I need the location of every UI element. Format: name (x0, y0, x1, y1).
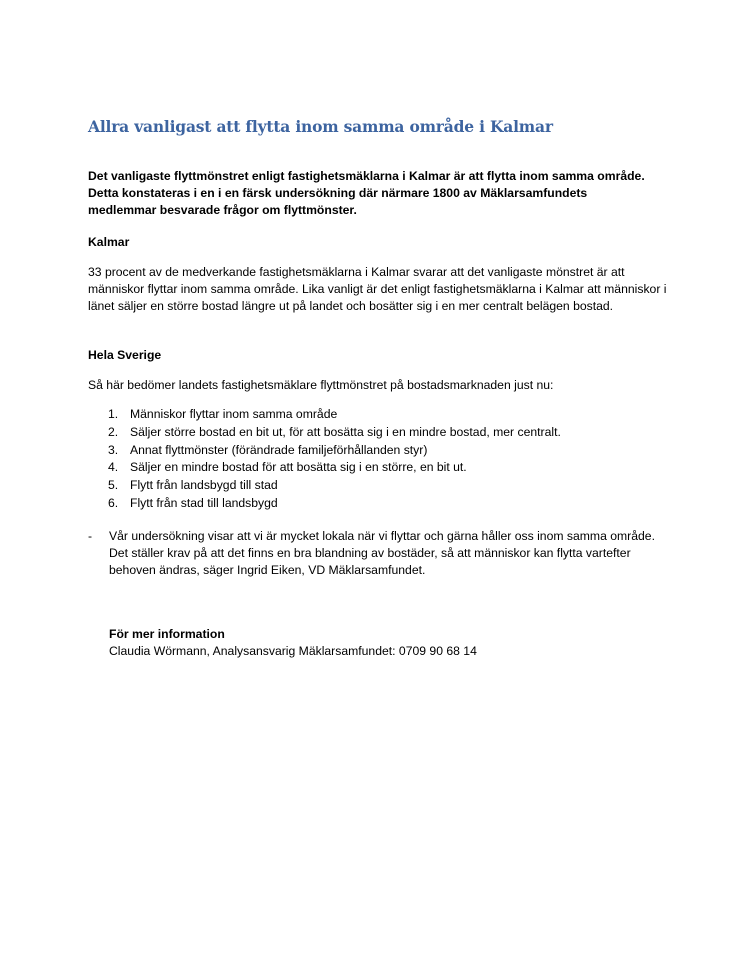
list-item (108, 477, 561, 495)
list-text: Flytt från landsbygd till stad (130, 478, 278, 493)
quote-dash: - (88, 529, 93, 543)
list-number: 3. (108, 442, 119, 457)
list-number: 6. (108, 495, 119, 510)
list-number: 2. (108, 424, 119, 439)
section-body-hela-sverige: Så här bedömer landets fastighetsmäklare flyttmönstret på bostadsmarknaden just nu: (88, 378, 554, 392)
ranking-list (108, 406, 561, 513)
list-item (108, 406, 561, 424)
list-item (108, 459, 561, 477)
section-heading-hela-sverige: Hela Sverige (88, 348, 162, 362)
list-item (108, 424, 561, 442)
quote-text: Vår undersökning visar att vi är mycket lokala när vi flyttar och gärna håller oss inom samma område. Det ställer krav på att det finns en bra blandning av bostäder, så att människor kan flytta vartefter behoven ändras, säger Ingrid Eiken, VD Mäklarsamfundet. (109, 529, 655, 577)
list-item (108, 495, 561, 513)
contact-heading: För mer information (109, 627, 225, 641)
section-heading-kalmar: Kalmar (88, 235, 130, 249)
contact-line: Claudia Wörmann, Analysansvarig Mäklarsamfundet: 0709 90 68 14 (109, 644, 477, 658)
list-text: Säljer större bostad en bit ut, för att bosätta sig i en mindre bostad, mer centralt. (130, 424, 561, 439)
list-text: Säljer en mindre bostad för att bosätta sig i en större, en bit ut. (130, 460, 467, 475)
lead-paragraph: Det vanligaste flyttmönstret enligt fastighetsmäklarna i Kalmar är att flytta inom samma område. Detta konstateras i en i en färsk undersökning där närmare 1800 av Mäklarsamfundets medlemmar besvarade frågor om flyttmönster. (88, 169, 645, 217)
list-number: 1. (108, 407, 119, 421)
quote-block (88, 528, 668, 579)
list-text: Flytt från stad till landsbygd (130, 495, 278, 510)
list-item (108, 442, 561, 460)
list-number: 5. (108, 478, 119, 493)
list-text: Annat flyttmönster (förändrade familjeförhållanden styr) (130, 442, 428, 457)
list-text: Människor flyttar inom samma område (130, 407, 338, 421)
section-body-kalmar: 33 procent av de medverkande fastighetsmäklarna i Kalmar svarar att det vanligaste mönstret är att människor flyttar inom samma område. Lika vanligt är det enligt fastighetsmäklarna i Kalmar att människor i länet säljer en större bostad längre ut på landet och bosätter sig i en mer centralt belägen bostad. (88, 265, 667, 313)
contact-block (109, 626, 477, 660)
list-number: 4. (108, 460, 119, 475)
document-title: Allra vanligast att flytta inom samma område i Kalmar (88, 117, 553, 136)
